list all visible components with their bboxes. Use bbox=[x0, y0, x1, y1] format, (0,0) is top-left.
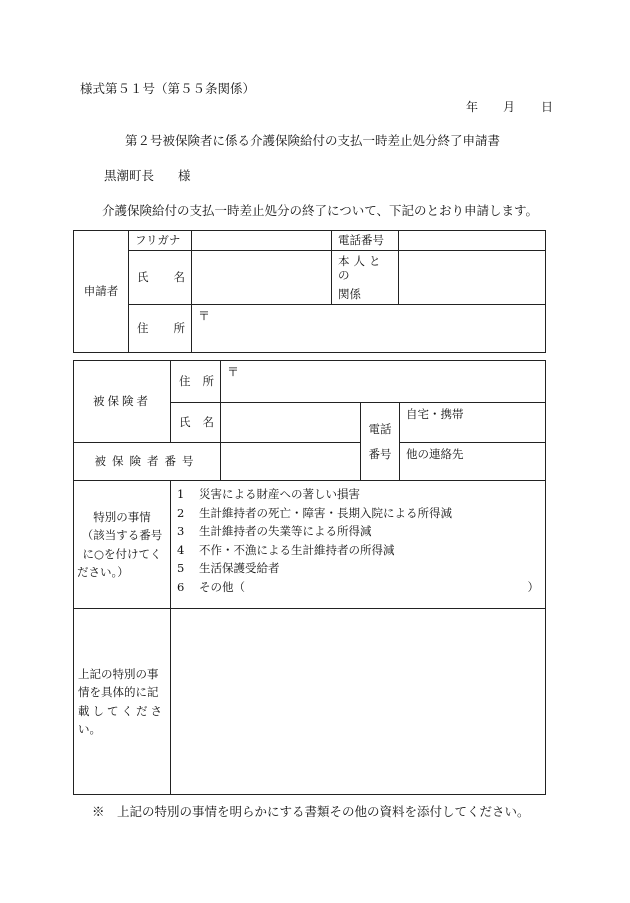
special-item-5[interactable]: 5 生活保護受給者 bbox=[177, 561, 280, 575]
relation-field[interactable] bbox=[399, 251, 546, 305]
applicant-phone-label: 電話番号 bbox=[332, 231, 399, 251]
form-number: 様式第５１号（第５５条関係） bbox=[80, 81, 256, 96]
addressee-honorific: 様 bbox=[178, 168, 191, 183]
postal-mark: 〒 bbox=[198, 309, 211, 324]
furigana-field[interactable] bbox=[192, 231, 332, 251]
footer-note: ※ 上記の特別の事情を明らかにする書類その他の資料を添付してください。 bbox=[92, 804, 530, 819]
detail-field[interactable] bbox=[171, 609, 546, 795]
other-contact-field[interactable] bbox=[400, 443, 546, 481]
date-day-label: 日 bbox=[541, 100, 554, 114]
insured-name-field[interactable] bbox=[221, 403, 361, 443]
insured-address-field[interactable] bbox=[221, 361, 546, 403]
date-year-label: 年 bbox=[466, 100, 479, 114]
applicant-address-field[interactable] bbox=[192, 305, 546, 353]
applicant-table bbox=[73, 230, 546, 353]
date-month-label: 月 bbox=[503, 100, 516, 114]
home-mobile-label: 自宅・携帯 bbox=[406, 407, 464, 421]
insured-table bbox=[73, 360, 546, 795]
addressee-name: 黒潮町長 bbox=[104, 168, 155, 183]
applicant-name-field[interactable] bbox=[192, 251, 332, 305]
applicant-phone-field[interactable] bbox=[399, 231, 546, 251]
insured-number-field[interactable] bbox=[221, 443, 361, 481]
applicant-name-label: 氏 名 bbox=[129, 251, 192, 305]
special-circumstances-label: 特別の事情 （該当する番号 に○を付けてく ださい。） bbox=[74, 481, 171, 609]
special-item-other[interactable]: 6 その他（ ） bbox=[177, 579, 539, 594]
intro-text: 介護保険給付の支払一時差止処分の終了について、下記のとおり申請します。 bbox=[102, 203, 539, 218]
special-item-2[interactable]: 2 生計維持者の死亡・障害・長期入院による所得減 bbox=[177, 505, 452, 520]
insured-address-label: 住 所 bbox=[171, 361, 221, 403]
other-contact-label: 他の連絡先 bbox=[406, 447, 464, 461]
applicant-section-label: 申請者 bbox=[74, 231, 129, 353]
home-mobile-field[interactable] bbox=[400, 403, 546, 443]
page-title: 第２号被保険者に係る介護保険給付の支払一時差止処分終了申請書 bbox=[125, 133, 501, 148]
relation-label: 本人との 関係 bbox=[332, 251, 399, 305]
special-item-4[interactable]: 4 不作・不漁による生計維持者の所得減 bbox=[177, 542, 395, 557]
insured-postal-mark: 〒 bbox=[227, 365, 240, 379]
insured-number-label: 被保険者番号 bbox=[74, 443, 221, 481]
furigana-label: フリガナ bbox=[129, 231, 192, 251]
special-circumstances-list bbox=[171, 481, 546, 609]
applicant-address-label: 住 所 bbox=[129, 305, 192, 353]
insured-phone-label: 電話 番号 bbox=[361, 403, 400, 481]
special-item-3[interactable]: 3 生計維持者の失業等による所得減 bbox=[177, 524, 372, 538]
detail-label: 上記の特別の事 情を具体的に記 載してくださ い。 bbox=[74, 609, 171, 795]
insured-name-label: 氏 名 bbox=[171, 403, 221, 443]
special-item-1[interactable]: 1 災害による財産への著しい損害 bbox=[177, 487, 360, 501]
insured-section-label: 被保険者 bbox=[74, 361, 171, 443]
